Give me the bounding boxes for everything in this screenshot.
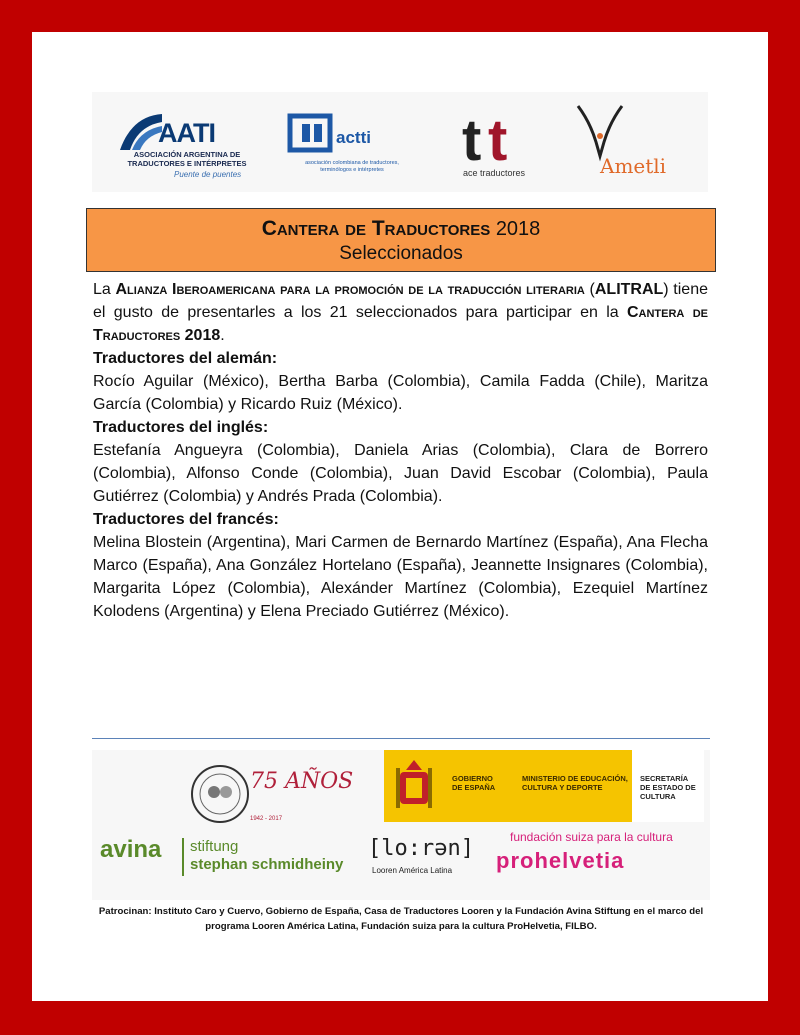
document-page <box>32 32 768 1001</box>
prohelvetia-name: prohelvetia <box>496 848 625 873</box>
aati-logo <box>118 106 248 181</box>
caro-cuervo-seal-icon <box>188 758 354 830</box>
sponsors-text: Patrocinan: Instituto Caro y Cuervo, Gobierno de España, Casa de Traductores Looren y la Fundación Avina Stiftung en el marco del programa Looren América Latina, Fundación suiza para la cultura ProHelvetia, FILBO. <box>98 906 704 932</box>
intro-paragraph: La Alianza Iberoamericana para la promoción de la traducción literaria (ALITRAL) tiene el gusto de presentarles a los 21 seleccionados para participar en la Cantera de Traductores 2018. <box>93 281 708 344</box>
gobierno-espana-logo <box>384 750 704 822</box>
ace-name: ace traductores <box>462 168 526 178</box>
section-heading-frances: Traductores del francés: <box>93 511 279 528</box>
aati-name: AATI <box>158 118 215 148</box>
avina-stiftung-logo <box>100 832 350 882</box>
looren-name: [lo:rən] <box>368 836 474 861</box>
section-heading-aleman: Traductores del alemán: <box>93 350 278 367</box>
avina-name: avina <box>100 836 162 863</box>
section-names-frances: Melina Blostein (Argentina), Mari Carmen de Bernardo Martínez (España), Ana Flecha Marco (España), Ana González Hortelano (España), Jeannette Insignares (Colombia), Margarita López (Colombia), Alexánder Martínez (Colombia), Ezequiel Martínez Kolodens (Argentina) y Elena Preciado Gutiérrez (México). <box>93 534 708 620</box>
caro-years: 1942 - 2017 <box>250 816 283 822</box>
prohelvetia-logo <box>492 830 708 886</box>
avina-sub1: stiftung <box>190 838 239 855</box>
looren-logo <box>368 836 474 886</box>
spain-secretaria: SECRETARÍA DE ESTADO DE CULTURA <box>640 774 696 801</box>
title-year: 2018 <box>495 218 541 240</box>
subtitle: Seleccionados <box>339 243 463 264</box>
divider <box>92 738 710 739</box>
svg-text:t: t <box>462 108 482 173</box>
aati-subtitle: ASOCIACIÓN ARGENTINA DE TRADUCTORES E INTÉRPRETES <box>127 150 247 168</box>
title-box <box>86 208 716 272</box>
coat-of-arms-icon <box>394 758 434 814</box>
ametli-logo <box>570 102 680 182</box>
actti-square-icon <box>288 112 334 156</box>
caro-badge: 75 AÑOS <box>250 769 354 794</box>
actti-logo <box>288 108 418 178</box>
section-heading-ingles: Traductores del inglés: <box>93 419 269 436</box>
sponsor-logos-strip <box>92 750 710 900</box>
section-names-ingles: Estefanía Angueyra (Colombia), Daniela Arias (Colombia), Clara de Borrero (Colombia), Alfonso Conde (Colombia), Juan David Escobar (Colombia), Paula Gutiérrez (Colombia) y Andrés Prada (Colombia). <box>93 442 708 505</box>
title-text: Cantera de Traductores <box>261 217 491 240</box>
ace-logo <box>458 102 530 182</box>
avina-divider <box>182 838 184 876</box>
actti-name: actti <box>336 128 371 147</box>
title-line-1 <box>87 217 715 241</box>
body-text <box>93 278 708 623</box>
pen-nib-icon <box>570 102 630 162</box>
aati-tagline: Puente de puentes <box>174 170 242 179</box>
actti-subtitle: asociación colombiana de traductores, terminólogos e intérpretes <box>305 160 399 173</box>
svg-text:t: t <box>488 108 508 173</box>
section-names-aleman: Rocío Aguilar (México), Bertha Barba (Colombia), Camila Fadda (Chile), Maritza García (Colombia) y Ricardo Ruiz (México). <box>93 373 708 413</box>
spain-ministerio: MINISTERIO DE EDUCACIÓN, CULTURA Y DEPORTE <box>522 774 628 792</box>
spain-gobierno: GOBIERNO DE ESPAÑA <box>452 774 496 792</box>
prohelvetia-top: fundación suiza para la cultura <box>510 830 673 844</box>
caro-cuervo-logo <box>188 758 354 830</box>
avina-sub2: stephan schmidheiny <box>190 856 344 873</box>
partner-logos-strip <box>92 92 708 192</box>
ametli-name: Ametli <box>600 154 667 178</box>
looren-sub: Looren América Latina <box>372 866 453 875</box>
